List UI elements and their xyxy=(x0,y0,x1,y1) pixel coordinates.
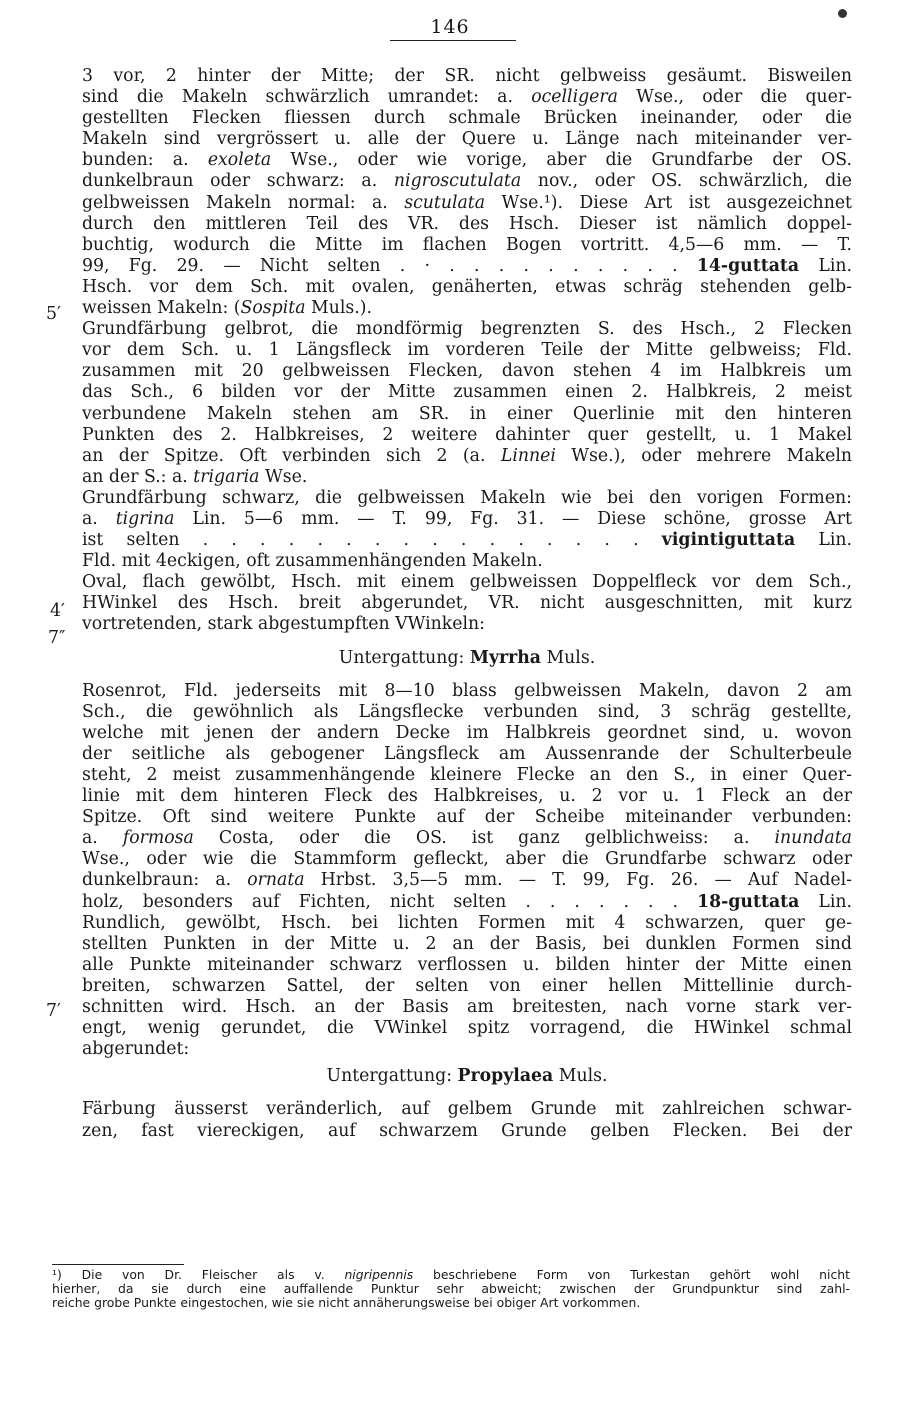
species-name: 18-guttata xyxy=(697,891,800,912)
text-line: weissen Makeln: (Sospita Muls.). xyxy=(82,298,372,319)
text-line: zusammen mit 20 gelbweissen Flecken, davon stehen 4 im Halbkreis um xyxy=(82,361,852,382)
text-line: Punkten des 2. Halbkreises, 2 weitere dahinter quer gestellt, u. 1 Makel xyxy=(82,424,852,445)
subgenus-heading: Untergattung: Myrrha Muls. xyxy=(338,647,596,668)
margin-marker-7-double: 7″ xyxy=(48,628,66,648)
text-line: Spitze. Oft sind weitere Punkte auf der Scheibe miteinander verbunden: xyxy=(82,807,852,828)
footnote-line: hierher, da sie durch eine auffallende Punktur sehr abweicht; zwischen der Grundpunktur sind zahl- xyxy=(52,1281,850,1297)
page-number: 146 xyxy=(430,16,470,38)
text-line: gestellten Flecken fliessen durch schmale Brücken ineinander, oder die xyxy=(82,108,852,129)
page-number-rule xyxy=(390,40,516,41)
text-line: Grundfärbung gelbrot, die mondförmig begrenzten S. des Hsch., 2 Flecken xyxy=(82,319,852,340)
taxon-name: nigroscutulata xyxy=(393,171,522,192)
margin-marker-7: 7′ xyxy=(46,1001,61,1021)
taxon-name: formosa xyxy=(122,828,194,849)
text-line: der seitliche als gebogener Längsfleck am Aussenrande der Schulterbeule xyxy=(82,743,852,764)
text-line: vortretenden, stark abgestumpften VWinkeln: xyxy=(82,614,485,635)
margin-marker-5: 5′ xyxy=(46,304,61,324)
species-line: 99, Fg. 29. — Nicht selten . · . . . . . . . . . . 14-guttata Lin. xyxy=(82,255,852,276)
text-line: Färbung äusserst veränderlich, auf gelbem Grunde mit zahlreichen schwar- xyxy=(82,1099,852,1120)
text-line: bunden: a. exoleta Wse., oder wie vorige, aber die Grundfarbe der OS. xyxy=(82,150,852,171)
text-line: a. tigrina Lin. 5—6 mm. — T. 99, Fg. 31. — Diese schöne, grosse Art xyxy=(82,508,852,529)
taxon-name: Linnei xyxy=(500,445,556,466)
species-line: holz, besonders auf Fichten, nicht selten . . . . . . . 18-guttata Lin. xyxy=(82,891,852,912)
text-line: alle Punkte miteinander schwarz verflossen u. bilden hinter der Mitte einen xyxy=(82,954,852,975)
taxon-name: exoleta xyxy=(207,150,272,171)
text-line: breiten, schwarzen Sattel, der selten von einer hellen Mittellinie durch- xyxy=(82,975,852,996)
text-line: zen, fast viereckigen, auf schwarzem Grunde gelben Flecken. Bei der xyxy=(82,1120,852,1141)
species-line: ist selten . . . . . . . . . . . . . . . . vigintiguttata Lin. xyxy=(82,530,852,551)
text-line: engt, wenig gerundet, die VWinkel spitz vorragend, die HWinkel schmal xyxy=(82,1018,852,1039)
text-line: Oval, flach gewölbt, Hsch. mit einem gelbweissen Doppelfleck vor dem Sch., xyxy=(82,572,852,593)
main-text xyxy=(82,66,852,1142)
taxon-name: nigripennis xyxy=(344,1267,414,1282)
text-line: dunkelbraun: a. ornata Hrbst. 3,5—5 mm. — T. 99, Fg. 26. — Auf Nadel- xyxy=(82,870,852,891)
taxon-name: ocelligera xyxy=(531,87,618,108)
text-line: vor dem Sch. u. 1 Längsfleck im vorderen Teile der Mitte gelbweiss; Fld. xyxy=(82,340,852,361)
text-line: Hsch. vor dem Sch. mit ovalen, genäherten, etwas schräg stehenden gelb- xyxy=(82,276,852,297)
text-line: gelbweissen Makeln normal: a. scutulata Wse.¹). Diese Art ist ausgezeichnet xyxy=(82,192,852,213)
footnote-rule xyxy=(52,1264,184,1265)
text-line: verbundene Makeln stehen am SR. in einer Querlinie mit den hinteren xyxy=(82,403,852,424)
subgenus-name: Myrrha xyxy=(469,647,541,668)
text-line: Fld. mit 4eckigen, oft zusammenhängenden Makeln. xyxy=(82,551,543,572)
margin-marker-4: 4′ xyxy=(50,601,65,621)
text-line: a. formosa Costa, oder die OS. ist ganz gelblichweiss: a. inundata xyxy=(82,828,852,849)
text-line: Sch., die gewöhnlich als Längsflecke verbunden sind, 3 schräg gestellte, xyxy=(82,701,852,722)
text-line: 3 vor, 2 hinter der Mitte; der SR. nicht gelbweiss gesäumt. Bisweilen xyxy=(82,66,852,86)
taxon-name: trigaria xyxy=(193,466,260,487)
subgenus-heading: Untergattung: Propylaea Muls. xyxy=(326,1066,608,1087)
footnote-line: ¹) Die von Dr. Fleischer als v. nigripennis beschriebene Form von Turkestan gehört wohl nicht xyxy=(52,1267,850,1282)
ink-spot xyxy=(838,9,847,18)
text-line: stellten Punkten in der Mitte u. 2 an der Basis, bei dunklen Formen sind xyxy=(82,933,852,954)
text-line: sind die Makeln schwärzlich umrandet: a. ocelligera Wse., oder die quer- xyxy=(82,87,853,108)
species-name: 14-guttata xyxy=(696,255,800,276)
text-line: an der S.: a. trigaria Wse. xyxy=(82,466,308,487)
text-line: welche mit jenen der andern Decke im Halbkreis geordnet sind, u. wovon xyxy=(82,722,852,743)
species-name: vigintiguttata xyxy=(661,530,796,551)
footnote-line: reiche grobe Punkte eingestochen, wie sie nicht annäherungsweise bei obiger Art vorkommen. xyxy=(52,1295,641,1311)
taxon-name: tigrina xyxy=(115,508,175,529)
text-line: buchtig, wodurch die Mitte im flachen Bogen vortritt. 4,5—6 mm. — T. xyxy=(82,234,852,255)
text-line: abgerundet: xyxy=(82,1039,190,1060)
text-line: das Sch., 6 bilden vor der Mitte zusammen einen 2. Halbkreis, 2 meist xyxy=(82,382,852,403)
text-line: HWinkel des Hsch. breit abgerundet, VR. nicht ausgeschnitten, mit kurz xyxy=(82,593,852,614)
text-line: Grundfärbung schwarz, die gelbweissen Makeln wie bei den vorigen Formen: xyxy=(82,487,852,508)
text-line: steht, 2 meist zusammenhängende kleinere Flecke an den S., in einer Quer- xyxy=(82,765,852,785)
text-line: durch den mittleren Teil des VR. des Hsch. Dieser ist nämlich doppel- xyxy=(82,213,852,234)
text-line: Rundlich, gewölbt, Hsch. bei lichten Formen mit 4 schwarzen, quer ge- xyxy=(82,912,852,933)
footnote xyxy=(52,1268,850,1311)
text-line: Wse., oder wie die Stammform gefleckt, aber die Grundfarbe schwarz oder xyxy=(82,849,852,870)
text-line: Makeln sind vergrössert u. alle der Quere u. Länge nach miteinander ver- xyxy=(82,129,852,150)
taxon-name: inundata xyxy=(774,828,852,849)
text-line: dunkelbraun oder schwarz: a. nigroscutulata nov., oder OS. schwärzlich, die xyxy=(82,171,852,192)
taxon-name: Sospita xyxy=(240,298,306,319)
subgenus-name: Propylaea xyxy=(457,1066,554,1087)
text-line: an der Spitze. Oft verbinden sich 2 (a. Linnei Wse.), oder mehrere Makeln xyxy=(82,445,852,466)
taxon-name: ornata xyxy=(247,870,305,891)
taxon-name: scutulata xyxy=(404,192,486,213)
text-line: schnitten wird. Hsch. an der Basis am breitesten, nach vorne stark ver- xyxy=(82,997,852,1018)
text-line: Rosenrot, Fld. jederseits mit 8—10 blass gelbweissen Makeln, davon 2 am xyxy=(82,680,852,701)
text-line: linie mit dem hinteren Fleck des Halbkreises, u. 2 vor u. 1 Fleck an der xyxy=(82,786,852,807)
